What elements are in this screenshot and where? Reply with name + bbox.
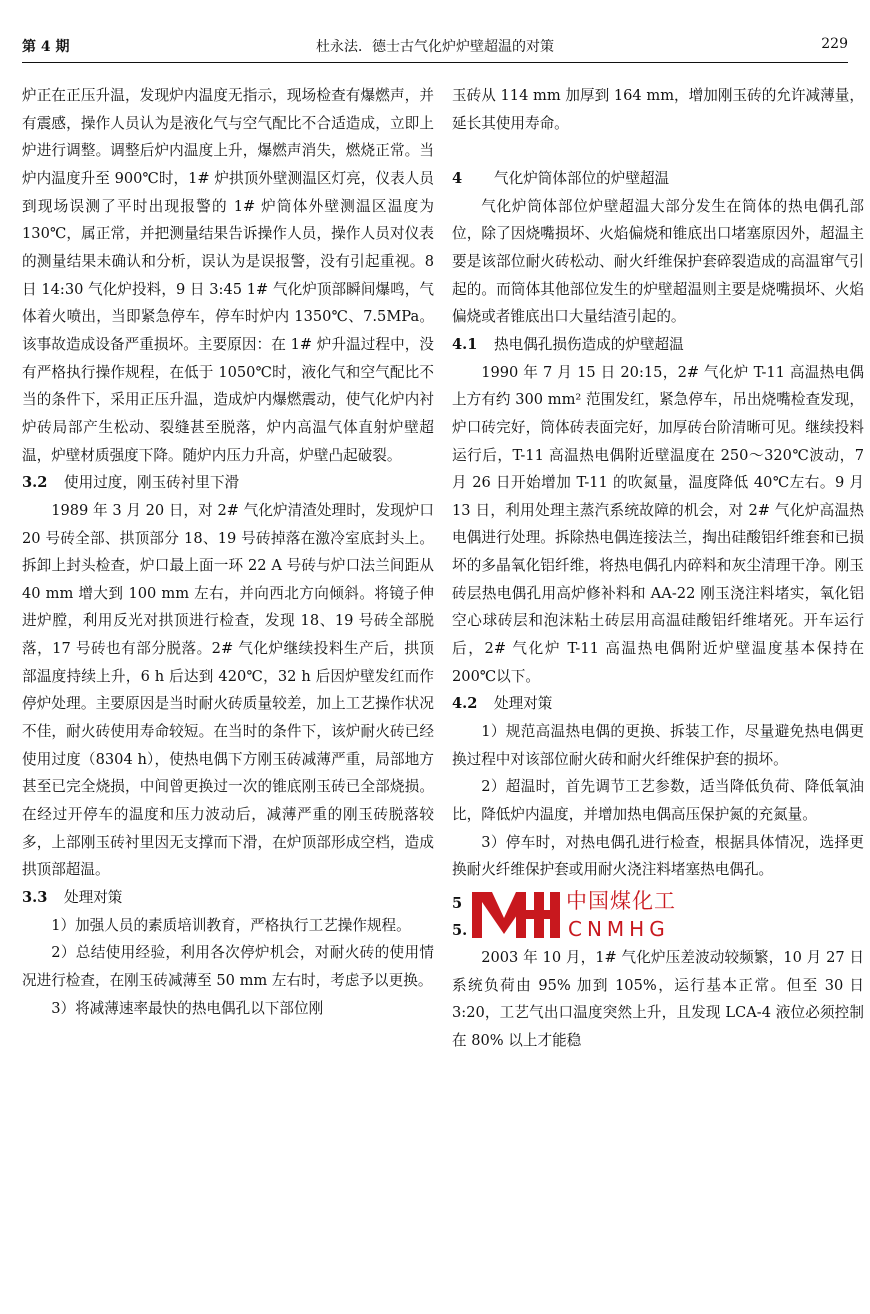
left-column	[22, 82, 434, 1022]
measure-item-3: 3）停车时，对热电偶孔进行检查，根据具体情况，选择更换耐火纤维保护套或用耐火浇注料堵塞热电偶孔。	[452, 833, 864, 879]
measure-item-2: 2）超温时，首先调节工艺参数，适当降低负荷、降低氧油比，降低炉内温度，并增加热电偶高压保护氮的充氮量。	[452, 778, 864, 824]
cnmhg-logo-icon	[470, 888, 562, 942]
paragraph: 气化炉筒体部位炉壁超温大部分发生在筒体的热电偶孔部位，除了因烧嘴损坏、火焰偏烧和锥底出口堵塞原因外，超温主要是该部位耐火砖松动、耐火纤维保护套碎裂造成的高温窜气引起的。而筒体其他部位发生的炉壁超温则主要是烧嘴损坏、火焰偏烧或者锥底出口大量结渣引起的。	[452, 197, 864, 326]
section-heading-4-2: 4.2 处理对策	[452, 695, 553, 713]
paragraph: 1990 年 7 月 15 日 20:15，2# 气化炉 T-11 高温热电偶上方有约 300 mm² 范围发红，紧急停车，吊出烧嘴检查发现，炉口砖完好，筒体砖表面完好，加厚砖台阶清晰可见。继续投料运行后，T-11 高温热电偶附近壁温度在 250～320℃波动，7 月 26 日开始增加 T-11 的吹氮量，温度降低 40℃左右。9 月 13 日，利用处理主蒸汽系统故障的机会，对 2# 气化炉高温热电偶进行处理。拆除热电偶连接法兰，掏出硅酸铝纤维套和已损坏的多晶氧化铝纤维，将热电偶孔内碎料和灰尘清理干净。刚玉砖层热电偶孔用高炉修补料和 AA-22 刚玉浇注料堵实，氧化铝空心球砖层和泡沫粘土砖层用高温硅酸铝纤维堵死。开车运行后，2# 气化炉 T-11 高温热电偶附近炉壁温度基本保持在 200℃以下。	[452, 363, 864, 685]
watermark-text-en: CNMHG	[568, 917, 670, 942]
measure-item-1: 1）加强人员的素质培训教育，严格执行工艺操作规程。	[51, 916, 411, 934]
measure-item-1: 1）规范高温热电偶的更换、拆装工作，尽量避免热电偶更换过程中对该部位耐火砖和耐火纤维保护套的损坏。	[452, 723, 864, 768]
paragraph: 炉正在正压升温，发现炉内温度无指示，现场检查有爆燃声，并有震感，操作人员认为是液化气与空气配比不合适造成，立即上炉进行调整。调整后炉内温度上升，爆燃声消失，燃烧正常。当炉内温度升至 900℃时，1# 炉拱顶外壁测温区灯亮，仪表人员到现场误测了平时出现报警的 1# 炉筒体外壁测温区温度为 130℃，属正常，并把测量结果告诉操作人员，操作人员对仪表的测量结果未确认和分析，误认为是误报警，没有引起重视。8 日 14:30 气化炉投料，9 日 3:45 1# 气化炉顶部瞬间爆鸣，气体着火喷出，当即紧急停车，停车时炉内 1350℃、7.5MPa。该事故造成设备严重损坏。主要原因：在 1# 炉升温过程中，没有严格执行操作规程，在低于 1050℃时，液化气和空气配比不当的条件下，采用正压升温，造成炉内爆燃震动，使气化炉内衬炉砖局部产生松动、裂缝甚至脱落，炉内高温气体直射炉壁超温，炉壁材质强度下降。随炉内压力升高，炉壁凸起破裂。	[22, 87, 434, 464]
section-heading-5: 5 5.	[452, 895, 468, 940]
section-heading-4: 4 气化炉筒体部位的炉壁超温	[452, 169, 670, 187]
issue-number: 第 4 期	[22, 39, 70, 55]
right-column	[452, 82, 864, 1055]
page-header	[22, 32, 848, 63]
section-heading-4-1: 4.1 热电偶孔损伤造成的炉壁超温	[452, 335, 684, 353]
watermark-logo	[452, 888, 864, 944]
paragraph: 玉砖从 114 mm 加厚到 164 mm，增加刚玉砖的允许减薄量，延长其使用寿命。	[452, 87, 864, 132]
watermark-text-cn: 中国煤化工	[566, 889, 676, 914]
paragraph: 1989 年 3 月 20 日，对 2# 气化炉清渣处理时，发现炉口 20 号砖全部、拱顶部分 18、19 号砖掉落在激冷室底封头上。拆卸上封头检查，炉口最上面一环 22 A 号砖与炉口法兰间距从 40 mm 增大到 100 mm 左右，并向西北方向倾斜。将镜子伸进炉膛，利用反光对拱顶进行检查，发现 18、19 号砖全部脱落，17 号砖也有部分脱落。2# 气化炉继续投料生产后，拱顶部温度持续上升，6 h 后达到 420℃，32 h 后因炉壁发红而作停炉处理。主要原因是当时耐火砖质量较差，加上工艺操作状况不佳，耐火砖使用寿命较短。在当时的条件下，该炉耐火砖已经使用过度（8304 h），使热电偶下方刚玉砖减薄严重，局部地方甚至已完全烧损，中间曾更换过一次的锥底刚玉砖已全部烧损。在经过开停车的温度和压力波动后，减薄严重的刚玉砖脱落较多，上部刚玉砖衬里因无支撑而下滑，在炉顶部形成空档，造成拱顶部超温。	[22, 501, 434, 879]
page-number: 229	[821, 36, 848, 52]
measure-item-2: 2）总结使用经验，利用各次停炉机会，对耐火砖的使用情况进行检查，在刚玉砖减薄至 50 mm 左右时，考虑予以更换。	[22, 944, 434, 989]
paragraph: 2003 年 10 月，1# 气化炉压差波动较频繁，10 月 27 日系统负荷由 95% 加到 105%，运行基本正常。但至 30 日 3:20，工艺气出口温度突然上升，且发现 LCA-4 液位必须控制在 80% 以上才能稳	[452, 949, 864, 1049]
measure-item-3: 3）将减薄速率最快的热电偶孔以下部位刚	[51, 999, 324, 1017]
section-heading-3-2: 3.2 使用过度，刚玉砖衬里下滑	[22, 474, 240, 492]
running-title: 杜永法．德士古气化炉炉壁超温的对策	[316, 39, 554, 55]
section-heading-3-3: 3.3 处理对策	[22, 889, 123, 907]
